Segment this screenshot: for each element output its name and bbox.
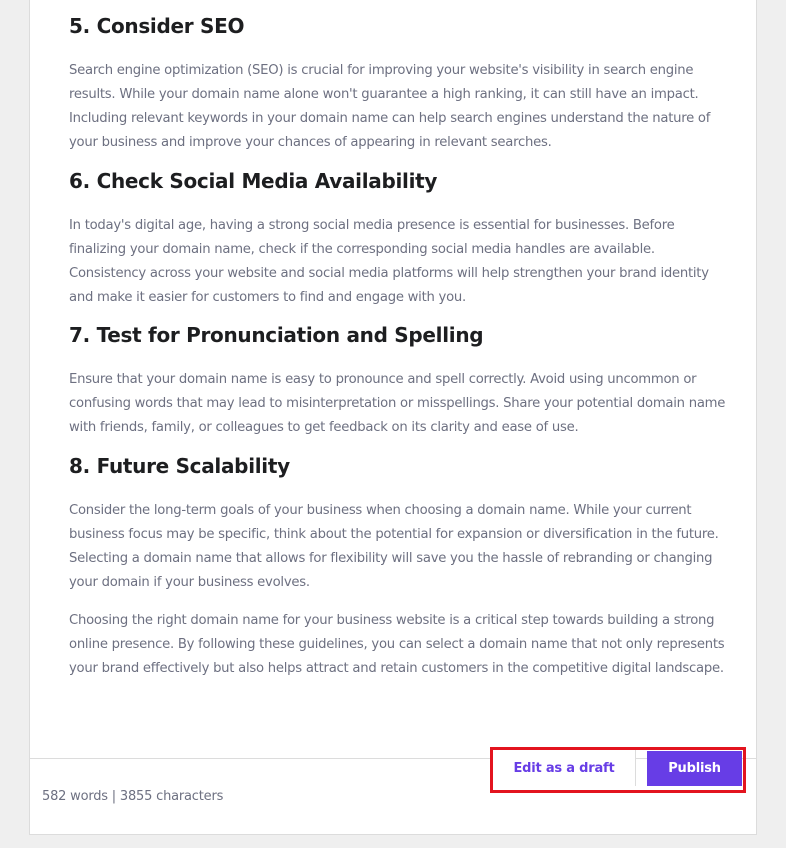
section-paragraph: Search engine optimization (SEO) is crucial for improving your website's visibility in search engine results. While your domain name alone won't guarantee a high ranking, it can still have an impact. Including relevant keywords in your domain name can help search engines understand the nature of your business and improve your chances of appearing in relevant searches. (69, 63, 711, 150)
conclusion-paragraph: Choosing the right domain name for your business website is a critical step towards building a strong online presence. By following these guidelines, you can select a domain name that not only represents your brand effectively but also helps attract and retain customers in the competitive digital landscape. (69, 613, 725, 676)
edit-as-draft-button[interactable]: Edit as a draft (493, 750, 636, 786)
word-count-stats: 582 words | 3855 characters (42, 789, 224, 804)
section-paragraph: Consider the long-term goals of your business when choosing a domain name. While your current business focus may be specific, think about the potential for expansion or diversification in the future. Selecting a domain name that allows for flexibility will save you the hassle of rebranding or changing your domain if your business evolves. (69, 503, 719, 590)
section-paragraph: Ensure that your domain name is easy to pronounce and spell correctly. Avoid using uncommon or confusing words that may lead to misinterpretation or misspellings. Share your potential domain name with friends, family, or colleagues to get feedback on its clarity and ease of use. (69, 372, 726, 435)
section-title: 8. Future Scalability (69, 454, 290, 478)
section-paragraph: In today's digital age, having a strong social media presence is essential for businesses. Before finalizing your domain name, check if the corresponding social media handles are available. Consistency across your website and social media platforms will help strengthen your brand identity and make it easier for customers to find and engage with you. (69, 218, 709, 305)
publish-button[interactable]: Publish (647, 751, 742, 786)
section-title: 6. Check Social Media Availability (69, 169, 438, 193)
editor-card (29, 0, 757, 835)
section-title: 7. Test for Pronunciation and Spelling (69, 323, 484, 347)
section-title: 5. Consider SEO (69, 14, 245, 38)
